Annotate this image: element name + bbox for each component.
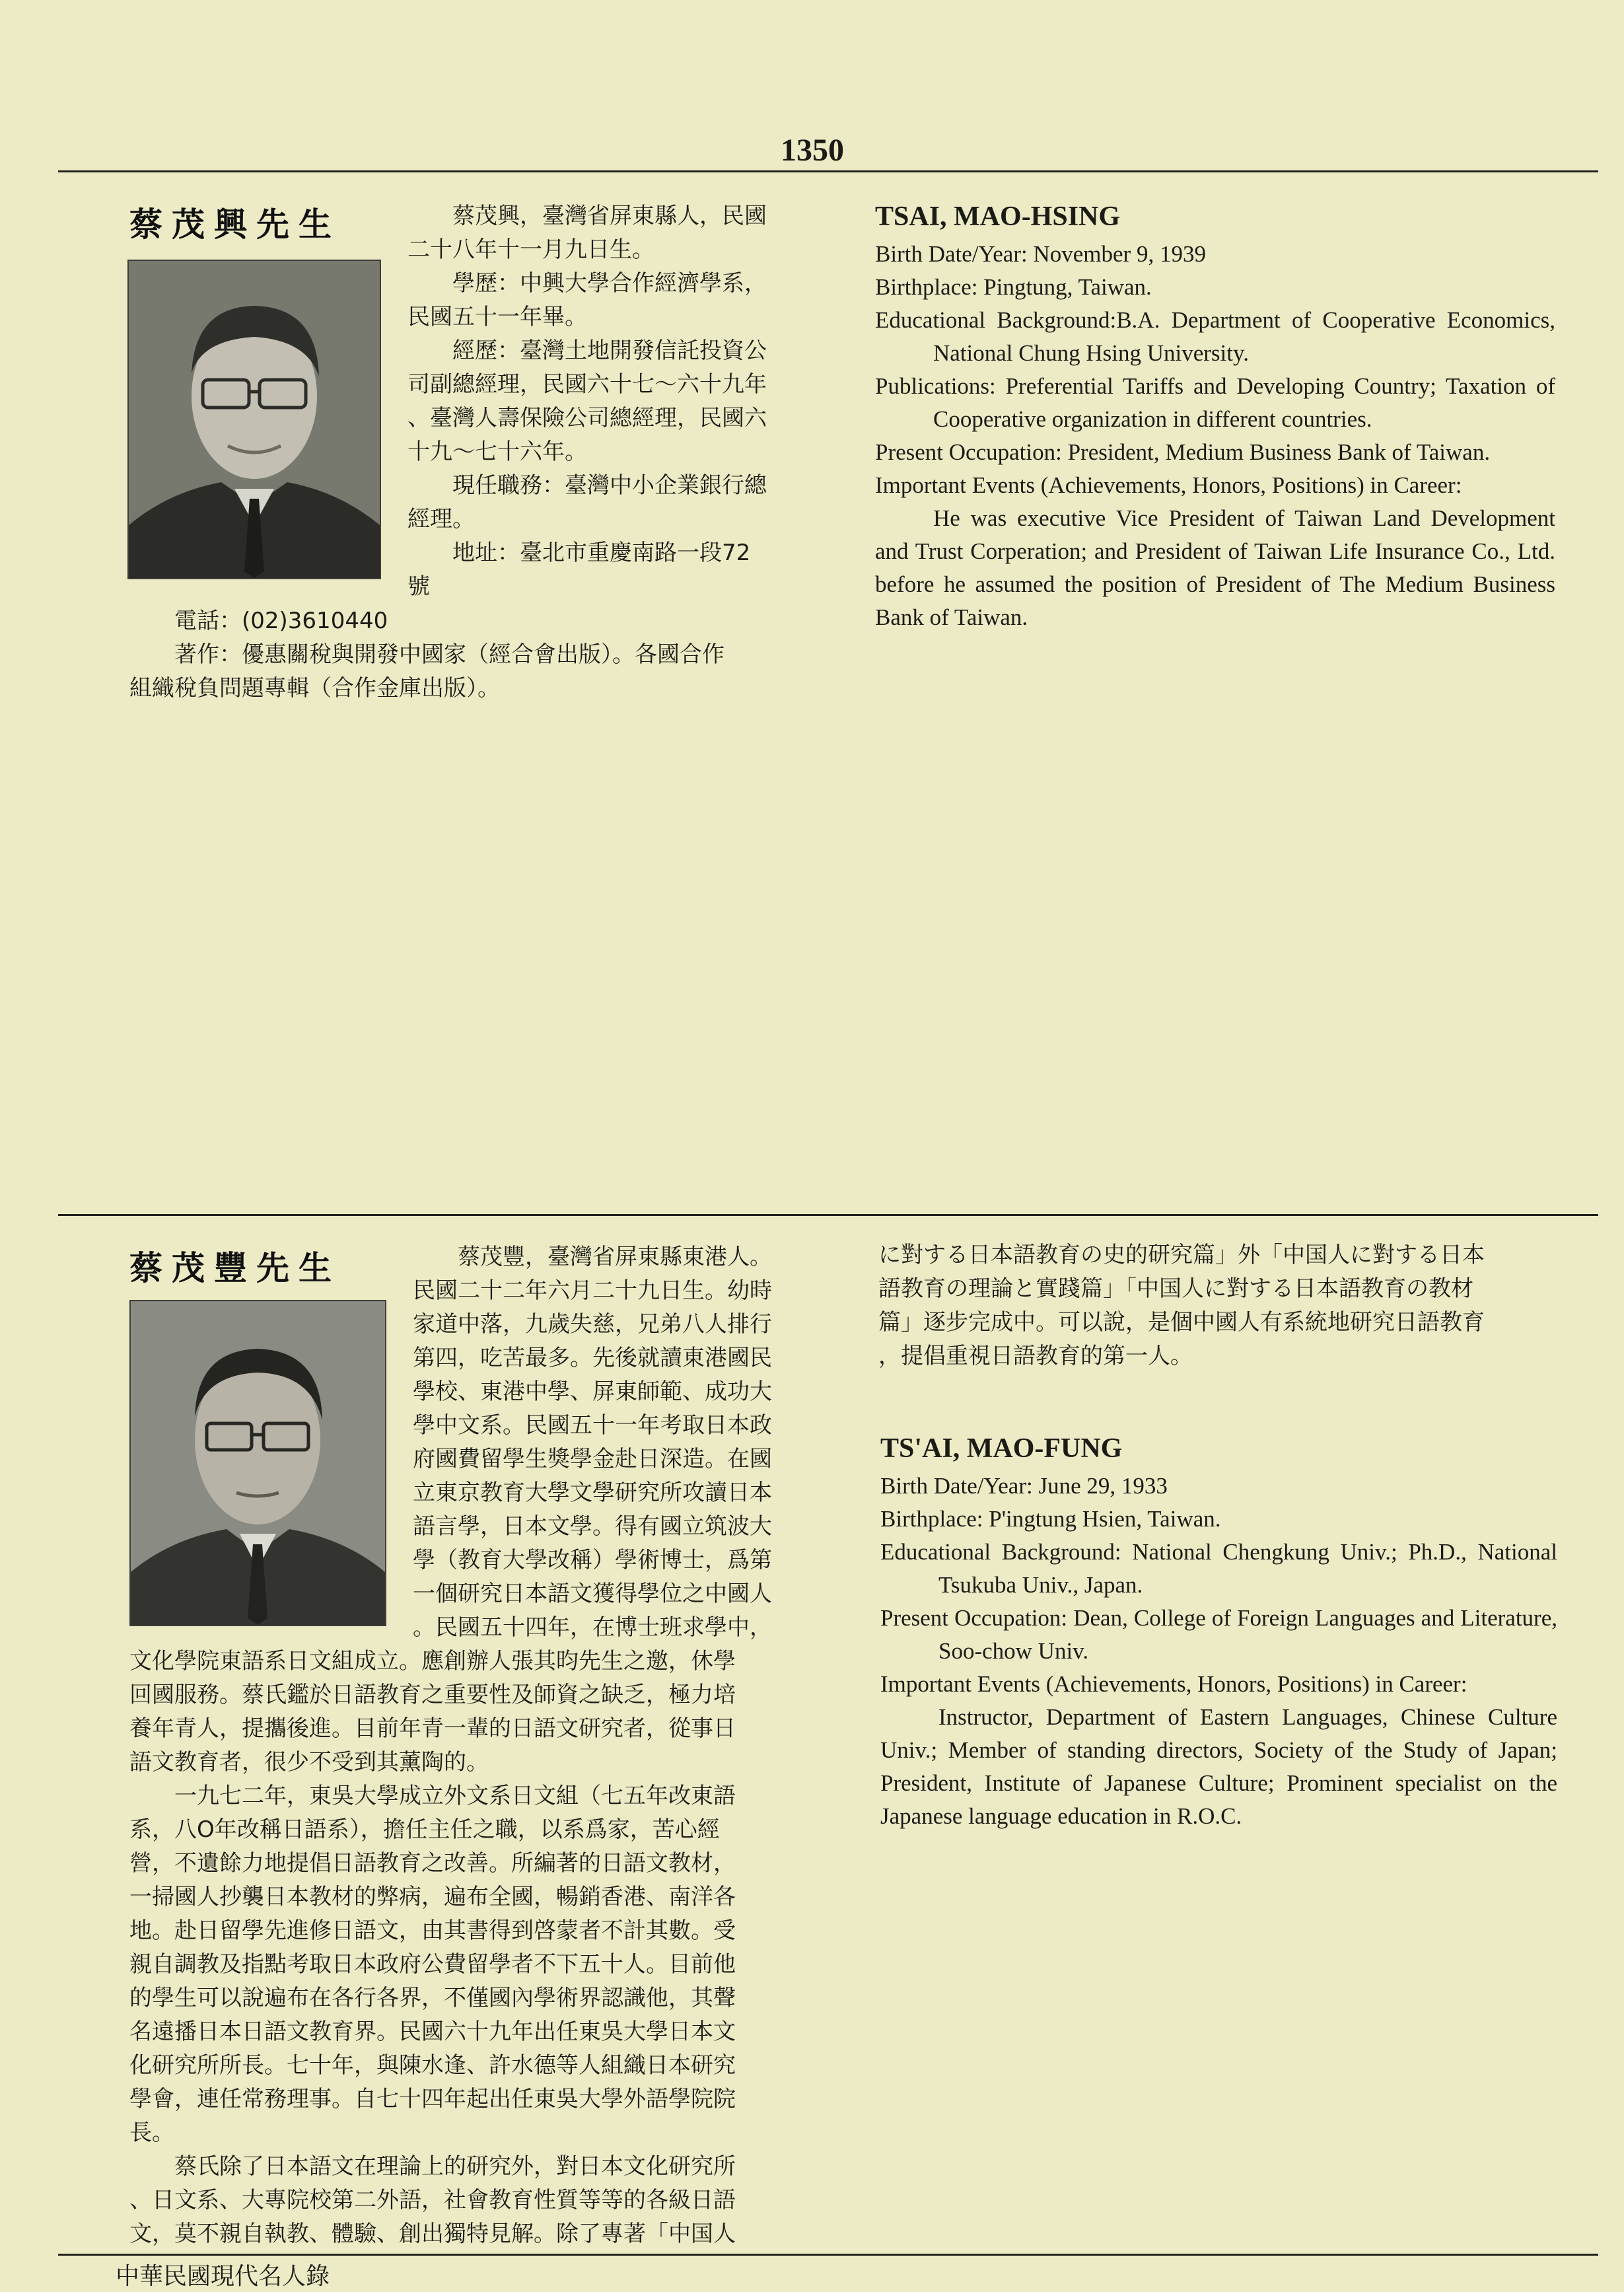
text-line: 學歷：中興大學合作經濟學系， <box>452 270 767 297</box>
entry1-chinese-biography <box>407 199 807 604</box>
text-line: 現任職務：臺灣中小企業銀行總 <box>452 472 767 499</box>
birth-date-field: Birth Date/Year: November 9, 1939 <box>875 241 1206 267</box>
text-line: 組織稅負問題專輯（合作金庫出版）。 <box>129 675 500 701</box>
text-line: 第四，吃苦最多。先後就讀東港國民 <box>413 1345 772 1371</box>
birth-date-field: Birth Date/Year: June 29, 1933 <box>880 1473 1168 1499</box>
text-line: 十九～七十六年。 <box>407 439 587 465</box>
text-line: 府國費留學生獎學金赴日深造。在國 <box>413 1446 772 1472</box>
text-line: 民國五十一年畢。 <box>407 304 587 330</box>
text-line: 一掃國人抄襲日本教材的弊病，遍布全國，暢銷香港、南洋各 <box>129 1884 736 1910</box>
publications-field: Publications: Preferential Tariffs and Developing Country; Taxation of Cooperative organization in different countries. <box>875 373 1555 432</box>
text-line: に對する日本語教育の史的研究篇」外「中国人に對する日本 <box>878 1242 1485 1268</box>
birthplace-field: Birthplace: P'ingtung Hsien, Taiwan. <box>880 1506 1221 1532</box>
page-number: 1350 <box>781 133 844 168</box>
text-line: 文化學院東語系日文組成立。應創辦人張其昀先生之邀，休學 <box>129 1648 736 1674</box>
text-line: 蔡茂興，臺灣省屏東縣人，民國 <box>452 203 767 229</box>
text-line: 語言學，日本文學。得有國立筑波大 <box>413 1513 772 1540</box>
text-line: 經歷：臺灣土地開發信託投資公 <box>452 338 767 364</box>
text-line: 名遠播日本日語文教育界。民國六十九年出任東吳大學日本文 <box>129 2019 736 2045</box>
text-line: 學中文系。民國五十一年考取日本政 <box>413 1412 772 1439</box>
entry2-english-biography <box>880 1430 1557 1833</box>
text-line: 學會，連任常務理事。自七十四年起出任東吳大學外語學院院 <box>129 2086 736 2112</box>
text-line: 語文教育者，很少不受到其薰陶的。 <box>129 1749 489 1775</box>
education-field: Educational Background:B.A. Department of Cooperative Economics, National Chung Hsing University. <box>875 307 1555 366</box>
header-rule <box>58 170 1598 172</box>
text-line: 、日文系、大專院校第二外語，社會教育性質等等的各級日語 <box>129 2187 736 2213</box>
occupation-field: Present Occupation: Dean, College of Foreign Languages and Literature, Soo-chow Univ. <box>880 1605 1557 1664</box>
entry1-portrait-photo <box>127 260 381 579</box>
text-line: 化研究所所長。七十年，與陳水逢、許水德等人組織日本研究 <box>129 2052 736 2079</box>
section-divider <box>58 1214 1598 1216</box>
entry1-english-biography <box>875 198 1555 634</box>
text-line: 地。赴日留學先進修日語文，由其書得到啓蒙者不計其數。受 <box>129 1917 736 1944</box>
text-line: 篇」逐步完成中。可以說，是個中國人有系統地研究日語教育 <box>878 1309 1485 1336</box>
text-line: 。民國五十四年，在博士班求學中， <box>413 1614 772 1641</box>
entry2-chinese-biography-intro <box>413 1240 812 1645</box>
birthplace-field: Birthplace: Pingtung, Taiwan. <box>875 274 1152 300</box>
text-line: 回國服務。蔡氏鑑於日語教育之重要性及師資之缺乏，極力培 <box>129 1682 736 1708</box>
text-line: 、臺灣人壽保險公司總經理，民國六 <box>407 405 767 431</box>
entry1-english-name: TSAI, MAO-HSING <box>875 201 1121 232</box>
phone-line: 電話：(02)3610440 <box>174 608 388 634</box>
text-line: 養年青人，提攜後進。目前年青一輩的日語文研究者，從事日 <box>129 1715 736 1742</box>
text-line: 長。 <box>129 2120 174 2146</box>
entry1-chinese-contact <box>129 604 810 705</box>
education-field: Educational Background: National Chengkung Univ.; Ph.D., National Tsukuba Univ., Japan. <box>880 1539 1557 1598</box>
text-line: ，提倡重視日語教育的第一人。 <box>878 1343 1193 1369</box>
entry2-english-name: TS'AI, MAO-FUNG <box>880 1433 1123 1464</box>
text-line: 學（教育大學改稱）學術博士，爲第 <box>413 1547 772 1573</box>
text-line: 一個研究日本語文獲得學位之中國人 <box>413 1581 772 1607</box>
entry2-chinese-biography-continued <box>878 1238 1559 1373</box>
text-line: 蔡氏除了日本語文在理論上的研究外，對日本文化研究所 <box>174 2153 736 2180</box>
text-line: 民國二十二年六月二十九日生。幼時 <box>413 1277 772 1304</box>
text-line: 系，八O年改稱日語系），擔任主任之職，以系爲家，苦心經 <box>129 1816 720 1843</box>
text-line: 司副總經理，民國六十七～六十九年 <box>407 371 767 398</box>
entry2-chinese-name: 蔡茂豐先生 <box>129 1249 341 1287</box>
text-line: 地址：臺北市重慶南路一段72 <box>452 540 751 566</box>
entry1-chinese-name: 蔡茂興先生 <box>129 205 341 244</box>
career-heading: Important Events (Achievements, Honors, Positions) in Career: <box>875 472 1462 498</box>
text-line: 家道中落，九歲失慈，兄弟八人排行 <box>413 1311 772 1338</box>
career-text: He was executive Vice President of Taiwan Land Development and Trust Corperation; and President of Taiwan Life Insurance Co., Ltd. before he assumed the position of President of The Medium Business Bank of Taiwan. <box>875 505 1555 630</box>
text-line: 營，不遺餘力地提倡日語教育之改善。所編著的日語文教材， <box>129 1850 736 1877</box>
text-line: 親自調教及指點考取日本政府公費留學者不下五十人。目前他 <box>129 1951 736 1978</box>
text-line: 著作：優惠關稅與開發中國家（經合會出版）。各國合作 <box>174 641 724 668</box>
footer-rule <box>58 2254 1598 2256</box>
entry2-portrait-photo <box>129 1300 386 1626</box>
portrait-silhouette-icon <box>129 261 380 578</box>
text-line: 號 <box>407 573 430 600</box>
text-line: 學校、東港中學、屏東師範、成功大 <box>413 1379 772 1405</box>
entry2-chinese-biography-body <box>129 1645 813 2251</box>
career-heading: Important Events (Achievements, Honors, Positions) in Career: <box>880 1671 1467 1697</box>
text-line: 文，莫不親自執教、體驗、創出獨特見解。除了專著「中国人 <box>129 2221 736 2247</box>
text-line: 一九七二年，東吳大學成立外文系日文組（七五年改東語 <box>174 1783 736 1809</box>
text-line: 語教育の理論と實踐篇」「中国人に對する日本語教育の教材 <box>878 1275 1473 1302</box>
text-line: 立東京教育大學文學研究所攻讀日本 <box>413 1480 772 1506</box>
text-line: 二十八年十一月九日生。 <box>407 236 654 263</box>
career-text: Instructor, Department of Eastern Languages, Chinese Culture Univ.; Member of standing directors, Society of the Study of Japan; President, Institute of Japanese Culture; Prominent specialist on the Japanese language education in R.O.C. <box>880 1704 1557 1829</box>
occupation-field: Present Occupation: President, Medium Business Bank of Taiwan. <box>875 439 1491 465</box>
text-line: 蔡茂豐，臺灣省屏東縣東港人。 <box>458 1244 772 1270</box>
footer-title: 中華民國現代名人錄 <box>116 2263 330 2290</box>
text-line: 經理。 <box>407 506 475 532</box>
text-line: 的學生可以說遍布在各行各界，不僅國內學術界認識他，其聲 <box>129 1985 736 2011</box>
portrait-silhouette-icon <box>131 1301 385 1625</box>
